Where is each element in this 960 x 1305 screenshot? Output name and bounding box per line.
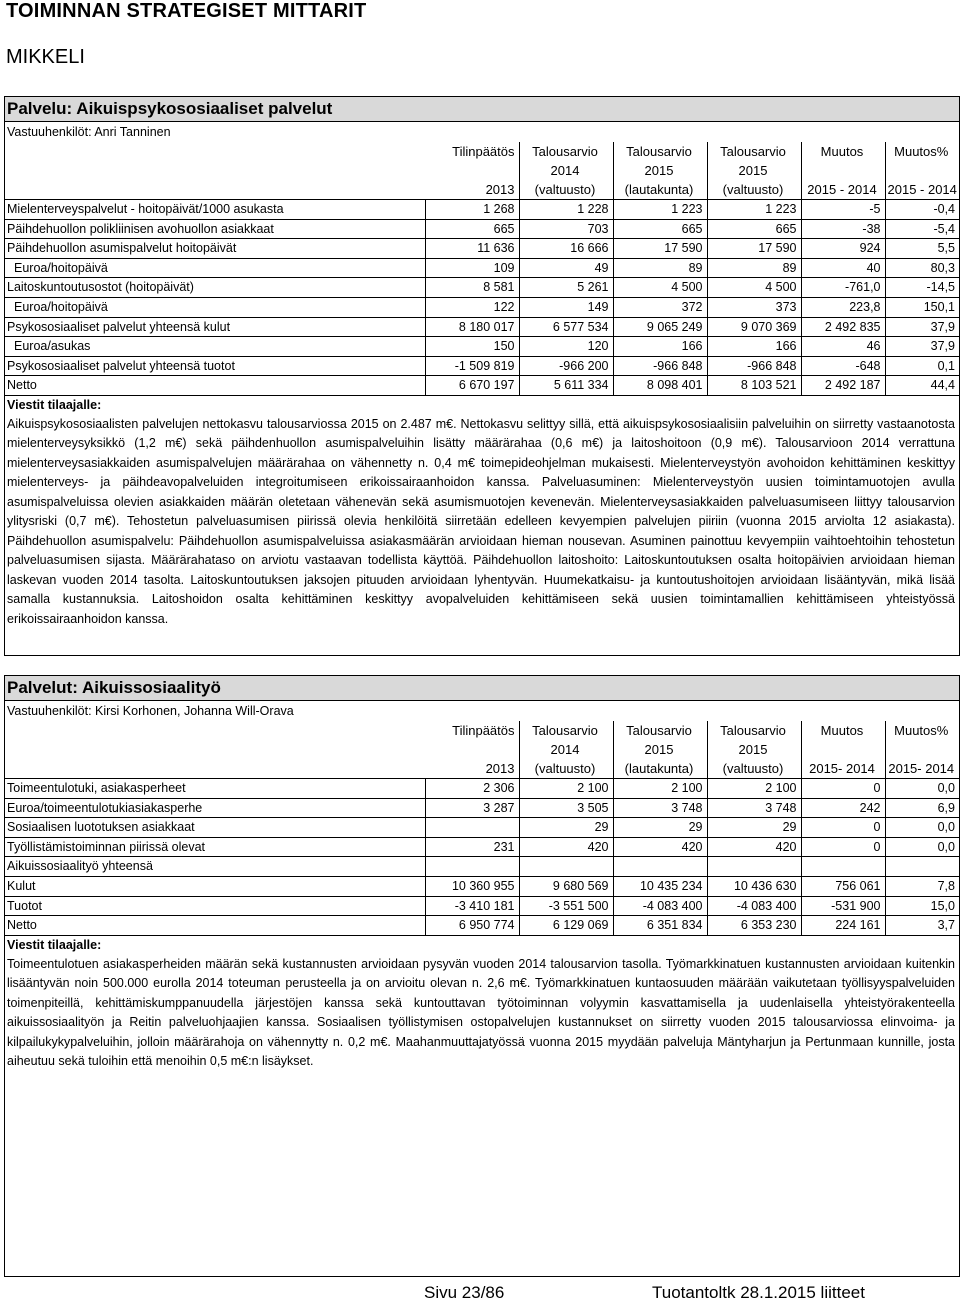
header-spacer xyxy=(5,740,425,759)
table-row xyxy=(5,219,959,239)
column-header xyxy=(425,161,519,180)
column-header: 2014 xyxy=(519,161,613,180)
page-number: Sivu 23/86 xyxy=(424,1283,505,1302)
cell-value: -761,0 xyxy=(801,278,885,298)
column-header: (lautakunta) xyxy=(613,180,707,200)
cell-value: 6 129 069 xyxy=(519,916,613,936)
cell-value: 44,4 xyxy=(885,376,959,396)
table-row xyxy=(5,239,959,259)
column-header: 2015- 2014 xyxy=(885,759,959,779)
cell-value: 40 xyxy=(801,258,885,278)
cell-value: 166 xyxy=(613,337,707,357)
column-header: Muutos xyxy=(801,142,885,161)
cell-value: -966 848 xyxy=(613,356,707,376)
header-row xyxy=(5,161,959,180)
cell-value: 1 223 xyxy=(707,200,801,220)
table-header xyxy=(5,721,959,779)
column-header: 2015 xyxy=(707,161,801,180)
column-header: 2015 xyxy=(707,740,801,759)
document-title: TOIMINNAN STRATEGISET MITTARIT xyxy=(6,0,367,22)
cell-value: 1 228 xyxy=(519,200,613,220)
notes-text: Toimeentulotuen asiakasperheiden määrän sekä kustannusten arvioidaan pysyvän vuoden 2014 talousarvion tasolla. Työmarkkinatuen kustannusten arvioidaan kuitenkin lisääntyvän noin 500.000 eurolla 2014 toteuman perusteella ja on arvioitu olevan n. 2,6 m€. Työmarkkinatuen kuntaosuuden määrään vaikutetaan työllisyyspalveluiden toimenpiteillä, kehittämiskumppanuudella järjestöjen kanssa sekä kuntouttavan työtoiminnan volyymin kasvattamisella ja uudenlaisella yhteistyörakenteella aikuissosiaalityön ja Reitin palveluohjaajien kanssa. Sosiaalisen työllistymisen ostopalvelujen kustannukset on siirretty vuoden 2015 talousarviossa elinvoima- ja kilpailukykypalveluihin, jolloin määrärahoja on vähennytty n. 0,2 m€. Maahanmuuttajatyössä vuonna 2015 myydään palveluja Mäntyharjun ja Pertunmaan kunnille, josta aiheutuu sekä tuloihin että menoihin 0,5 m€:n lisäykset. xyxy=(7,956,955,1069)
row-label: Laitoskuntoutusostot (hoitopäivät) xyxy=(5,278,425,298)
empty-cell xyxy=(885,857,959,877)
cell-value: 5 261 xyxy=(519,278,613,298)
metrics-table xyxy=(5,142,959,396)
cell-value: -38 xyxy=(801,219,885,239)
cell-value: 37,9 xyxy=(885,317,959,337)
column-header: Tilinpäätös xyxy=(452,144,515,159)
cell-value: 372 xyxy=(613,297,707,317)
subheading-row xyxy=(5,857,959,877)
table-header xyxy=(5,142,959,200)
column-header: 2013 xyxy=(425,759,519,779)
cell-value: 10 435 234 xyxy=(613,876,707,896)
table-row xyxy=(5,200,959,220)
header-spacer xyxy=(5,759,425,779)
table-body xyxy=(5,200,959,396)
row-label: Mielenterveyspalvelut - hoitopäivät/1000 asukasta xyxy=(5,200,425,220)
cell-value: 231 xyxy=(425,837,519,857)
cell-value: 29 xyxy=(519,818,613,838)
cell-value xyxy=(425,818,519,838)
row-label: Psykososiaaliset palvelut yhteensä kulut xyxy=(5,317,425,337)
cell-value: 3 505 xyxy=(519,798,613,818)
cell-value: 420 xyxy=(707,837,801,857)
column-header: Talousarvio xyxy=(519,721,613,740)
row-label: Euroa/hoitopäivä xyxy=(5,258,425,278)
cell-value: 166 xyxy=(707,337,801,357)
cell-value: 80,3 xyxy=(885,258,959,278)
empty-cell xyxy=(519,857,613,877)
cell-value: 120 xyxy=(519,337,613,357)
row-label: Työllistämistoiminnan piirissä olevat xyxy=(5,837,425,857)
cell-value: 37,9 xyxy=(885,337,959,357)
empty-cell xyxy=(425,857,519,877)
empty-cell xyxy=(613,857,707,877)
column-header: 2015 - 2014 xyxy=(885,180,959,200)
metrics-table xyxy=(5,721,959,936)
column-header: (valtuusto) xyxy=(707,759,801,779)
cell-value: 4 500 xyxy=(613,278,707,298)
cell-value: 665 xyxy=(425,219,519,239)
cell-value: 2 100 xyxy=(613,779,707,799)
table-row xyxy=(5,916,959,936)
cell-value: 2 492 187 xyxy=(801,376,885,396)
row-label: Euroa/hoitopäivä xyxy=(5,297,425,317)
cell-value: 16 666 xyxy=(519,239,613,259)
cell-value: -4 083 400 xyxy=(707,896,801,916)
table-row xyxy=(5,798,959,818)
cell-value: 1 268 xyxy=(425,200,519,220)
column-header: Talousarvio xyxy=(519,142,613,161)
column-header: (valtuusto) xyxy=(707,180,801,200)
header-spacer xyxy=(5,161,425,180)
cell-value: 3 287 xyxy=(425,798,519,818)
cell-value: -5 xyxy=(801,200,885,220)
cell-value: 420 xyxy=(613,837,707,857)
section-aikuispsykososiaaliset xyxy=(4,96,960,656)
section-title: Palvelu: Aikuispsykososiaaliset palvelut xyxy=(5,97,959,122)
table-row xyxy=(5,297,959,317)
column-header xyxy=(801,740,885,759)
cell-value: -648 xyxy=(801,356,885,376)
table-row xyxy=(5,376,959,396)
cell-value: 223,8 xyxy=(801,297,885,317)
column-header: 2015 xyxy=(613,161,707,180)
column-header xyxy=(425,740,519,759)
column-header xyxy=(801,161,885,180)
cell-value: 17 590 xyxy=(613,239,707,259)
column-header: Muutos% xyxy=(885,142,959,161)
cell-value: 0 xyxy=(801,818,885,838)
cell-value: 15,0 xyxy=(885,896,959,916)
cell-value: 9 680 569 xyxy=(519,876,613,896)
cell-value: -4 083 400 xyxy=(613,896,707,916)
column-header: 2014 xyxy=(519,740,613,759)
column-header: 2015- 2014 xyxy=(801,759,885,779)
column-header: 2015 - 2014 xyxy=(801,180,885,200)
cell-value: 6 353 230 xyxy=(707,916,801,936)
header-row xyxy=(5,142,959,161)
cell-value: 8 581 xyxy=(425,278,519,298)
cell-value: 0,1 xyxy=(885,356,959,376)
table-row xyxy=(5,837,959,857)
table-body xyxy=(5,779,959,936)
notes-text: Aikuispsykososiaalisten palvelujen nettokasvu talousarviossa 2015 on 2.487 m€. Nettokasvu selittyy sillä, että aikuispsykososiaalisiin palveluihin on siirretty vastaanotosta mielenterveysyksikkö (1,2 m€) sekä päihdenhuollon asumispalveluihin lisätty määrärahaa (0,6 m€) ja laitoshoitoon (0,9 m€). Talousarvioon 2014 verrattuna mielenterveysasiakkaiden asumispalvelujen määrärahaa on vähennetty n. 0,4 m€ toimepideohjelman mukaisesti. Mielenterveystyön avohoidon kehittäminen keskittyy mielenterveys- ja päihdeavopalveluiden integroitumiseen erikoissairaanhoidon kanssa. Palveluasuminen: Mielenterveystyön uusien toimintamuotojen avulla asumispalveluissa olevien asiakkaiden määrän oletetaan vähenevän sekä asumismuotojen kevenevän. Mielenterveysasiakkaiden palveluasumiseen liittyy talousarvion ylitysriski (0,7 m€). Tehostetun palveluasumisen piirissä olevia henkilöitä siirretään edelleen kevyempien palvelujen piiriin (vuonna 2015 arviolta 12 asiakasta). Päihdehuollon asumispalvelu: Päihdehuollon asumispalveluissa asiakasmäärän arvioidaan hieman nousevan. Asuminen painottuu kevyempiin vaihtoehtoihin tehostetun palveluasumisen sijasta. Määrärahataso on arviotu vastaavan todellista käyttöä. Päihdehuollon laitoshoito: Laitoskuntoutuksen osalta hoitopäivien arvioidaan hieman laskevan vuoden 2014 tasolta. Laitoskuntoutuksen jaksojen pituuden arvioidaan lyhentyvän. Huumekatkaisu- ja kuntoutushoitojen arvioidaan lisääntyvän, mikä lisää samalla kustannuksia. Laitoshoidon osalta kehittäminen keskittyy avopalveluiden kehittämiseen sekä uusien toimintamallien kehittämiseen yhteistyössä erikoissairaanhoidon kanssa. xyxy=(7,416,955,626)
responsible-persons: Vastuuhenkilöt: Anri Tanninen xyxy=(7,125,171,139)
table-row xyxy=(5,876,959,896)
header-spacer xyxy=(5,180,425,200)
row-label: Päihdehuollon polikliinisen avohuollon asiakkaat xyxy=(5,219,425,239)
cell-value: 0,0 xyxy=(885,837,959,857)
table-row xyxy=(5,356,959,376)
table-row xyxy=(5,818,959,838)
cell-value: 1 223 xyxy=(613,200,707,220)
section-title: Palvelut: Aikuissosiaalityö xyxy=(5,676,959,701)
cell-value: 9 070 369 xyxy=(707,317,801,337)
cell-value: 420 xyxy=(519,837,613,857)
footer-note: Tuotantoltk 28.1.2015 liitteet xyxy=(652,1283,865,1302)
cell-value: -966 200 xyxy=(519,356,613,376)
cell-value: 89 xyxy=(707,258,801,278)
row-label: Euroa/toimeentulotukiasiakasperhe xyxy=(5,798,425,818)
cell-value: -3 551 500 xyxy=(519,896,613,916)
cell-value: 0,0 xyxy=(885,818,959,838)
cell-value: 109 xyxy=(425,258,519,278)
row-label: Sosiaalisen luototuksen asiakkaat xyxy=(5,818,425,838)
cell-value: 0 xyxy=(801,837,885,857)
subheading: Aikuissosiaalityö yhteensä xyxy=(5,857,425,877)
cell-value: 49 xyxy=(519,258,613,278)
header-spacer xyxy=(5,142,425,161)
cell-value: -3 410 181 xyxy=(425,896,519,916)
cell-value: 0,0 xyxy=(885,779,959,799)
cell-value: -531 900 xyxy=(801,896,885,916)
cell-value: 6 577 534 xyxy=(519,317,613,337)
column-header: Talousarvio xyxy=(613,721,707,740)
cell-value: 10 436 630 xyxy=(707,876,801,896)
cell-value: 11 636 xyxy=(425,239,519,259)
cell-value: 4 500 xyxy=(707,278,801,298)
column-header: Talousarvio xyxy=(707,721,801,740)
column-header: Muutos% xyxy=(885,721,959,740)
cell-value: -5,4 xyxy=(885,219,959,239)
cell-value: 373 xyxy=(707,297,801,317)
header-row xyxy=(5,740,959,759)
cell-value: 10 360 955 xyxy=(425,876,519,896)
cell-value: 17 590 xyxy=(707,239,801,259)
cell-value: 2 100 xyxy=(707,779,801,799)
column-header: (valtuusto) xyxy=(519,759,613,779)
cell-value: 3,7 xyxy=(885,916,959,936)
header-row xyxy=(5,759,959,779)
cell-value: 2 100 xyxy=(519,779,613,799)
empty-cell xyxy=(707,857,801,877)
row-label: Psykososiaaliset palvelut yhteensä tuotot xyxy=(5,356,425,376)
column-header: (valtuusto) xyxy=(519,180,613,200)
column-header xyxy=(885,161,959,180)
column-header: Tilinpäätös xyxy=(452,723,515,738)
cell-value: -1 509 819 xyxy=(425,356,519,376)
empty-cell xyxy=(801,857,885,877)
cell-value: 924 xyxy=(801,239,885,259)
column-header xyxy=(885,740,959,759)
cell-value: 150 xyxy=(425,337,519,357)
header-row xyxy=(5,721,959,740)
header-row xyxy=(5,180,959,200)
cell-value: 89 xyxy=(613,258,707,278)
row-label: Euroa/asukas xyxy=(5,337,425,357)
row-label: Netto xyxy=(5,916,425,936)
cell-value: 5,5 xyxy=(885,239,959,259)
cell-value: 6 351 834 xyxy=(613,916,707,936)
cell-value: 9 065 249 xyxy=(613,317,707,337)
table-row xyxy=(5,258,959,278)
cell-value: 703 xyxy=(519,219,613,239)
cell-value: -966 848 xyxy=(707,356,801,376)
cell-value: -0,4 xyxy=(885,200,959,220)
cell-value: 6 670 197 xyxy=(425,376,519,396)
cell-value: 242 xyxy=(801,798,885,818)
cell-value: 6,9 xyxy=(885,798,959,818)
header-spacer xyxy=(5,721,425,740)
cell-value: 46 xyxy=(801,337,885,357)
cell-value: 6 950 774 xyxy=(425,916,519,936)
cell-value: 3 748 xyxy=(707,798,801,818)
column-header: Muutos xyxy=(801,721,885,740)
row-label: Toimeentulotuki, asiakasperheet xyxy=(5,779,425,799)
table-row xyxy=(5,317,959,337)
cell-value: 29 xyxy=(707,818,801,838)
cell-value: 8 098 401 xyxy=(613,376,707,396)
cell-value: 29 xyxy=(613,818,707,838)
column-header: (lautakunta) xyxy=(613,759,707,779)
cell-value: 7,8 xyxy=(885,876,959,896)
cell-value: 0 xyxy=(801,779,885,799)
cell-value: 5 611 334 xyxy=(519,376,613,396)
row-label: Päihdehuollon asumispalvelut hoitopäivät xyxy=(5,239,425,259)
row-label: Kulut xyxy=(5,876,425,896)
cell-value: -14,5 xyxy=(885,278,959,298)
table-row xyxy=(5,779,959,799)
document-subtitle: MIKKELI xyxy=(6,46,85,68)
cell-value: 2 306 xyxy=(425,779,519,799)
cell-value: 149 xyxy=(519,297,613,317)
notes-label: Viestit tilaajalle: xyxy=(7,937,102,952)
cell-value: 122 xyxy=(425,297,519,317)
cell-value: 756 061 xyxy=(801,876,885,896)
cell-value: 3 748 xyxy=(613,798,707,818)
row-label: Netto xyxy=(5,376,425,396)
column-header: Talousarvio xyxy=(613,142,707,161)
cell-value: 224 161 xyxy=(801,916,885,936)
column-header: 2013 xyxy=(425,180,519,200)
section-aikuissosiaalityo xyxy=(4,675,960,1277)
cell-value: 2 492 835 xyxy=(801,317,885,337)
table-row xyxy=(5,278,959,298)
notes-label: Viestit tilaajalle: xyxy=(7,397,102,412)
column-header: 2015 xyxy=(613,740,707,759)
column-header: Talousarvio xyxy=(707,142,801,161)
cell-value: 665 xyxy=(613,219,707,239)
cell-value: 8 103 521 xyxy=(707,376,801,396)
responsible-persons: Vastuuhenkilöt: Kirsi Korhonen, Johanna Will-Orava xyxy=(7,704,294,718)
cell-value: 150,1 xyxy=(885,297,959,317)
table-row xyxy=(5,337,959,357)
cell-value: 8 180 017 xyxy=(425,317,519,337)
table-row xyxy=(5,896,959,916)
cell-value: 665 xyxy=(707,219,801,239)
row-label: Tuotot xyxy=(5,896,425,916)
